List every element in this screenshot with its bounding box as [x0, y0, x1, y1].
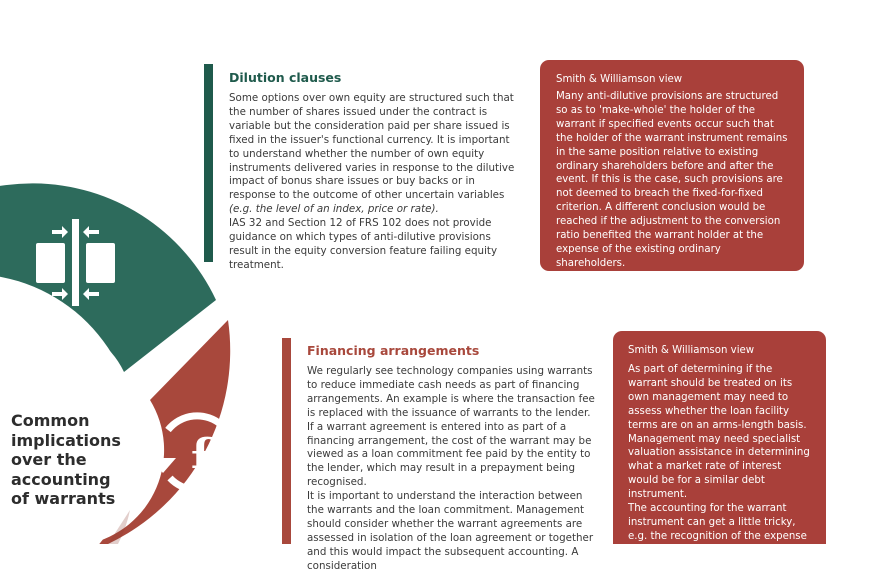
financing-body [307, 365, 597, 574]
hub-title [11, 411, 121, 509]
dilution-paragraph-1: Some options over own equity are structured such that the number of shares issued under the contract is variable but the consideration paid per share issued is fixed in the issuer's functional currency. It is important to understand whether the number of own equity instruments delivered varies in response to the dilutive impact of bonus share issues or buy backs or in response to the outcome of other uncertain variables (e.g. the level of an index, price or rate). [229, 92, 515, 216]
dilution-view-callout [540, 60, 804, 271]
dilution-accent-bar [204, 64, 213, 262]
dilution-title: Dilution clauses [229, 70, 342, 85]
dilution-body [229, 92, 519, 273]
financing-title: Financing arrangements [307, 343, 480, 358]
financing-paragraph-2: It is important to understand the interaction between the warrants and the loan commitment. Management should consider whether the warrant agreements are assessed in isolation of the loan agreement or together and this would impact the subsequent accounting. A consideration [307, 490, 594, 572]
financing-view-paragraph-1: As part of determining if the warrant should be treated on its own management may need to assess whether the loan facility terms are on an arms-length basis. Management may need specialist valuation assistance in determining what a market rate of interest would be for a similar debt instrument. [628, 364, 810, 501]
financing-paragraph-1: We regularly see technology companies using warrants to reduce immediate cash needs as part of financing arrangements. An example is where the transaction fee is replaced with the issuance of warrants to the lender. If a warrant agreement is entered into as part of a financing arrangement, the cost of the warrant may be viewed as a loan commitment fee paid by the entity to the lender, which may result in a prepayment being recognised. [307, 365, 595, 489]
financing-view-callout [613, 331, 826, 570]
financing-accent-bar [282, 338, 291, 544]
dilution-view-title: Smith & Williamson view [556, 74, 683, 85]
dilution-paragraph-2: IAS 32 and Section 12 of FRS 102 does not provide guidance on which types of anti-dilutive provisions result in the equity conversion feature failing equity treatment. [229, 217, 498, 271]
hub-title-line-2: implications [11, 430, 121, 450]
financing-view-paragraph-2: The accounting for the warrant instrument can get a little tricky, e.g. the recognition of the expense relating to the warrant is likely to be [628, 503, 807, 570]
svg-text:£: £ [189, 429, 219, 478]
financing-view-title: Smith & Williamson view [628, 345, 755, 356]
hub-title-line-1: Common [11, 411, 90, 430]
dilution-view-body: Many anti-dilutive provisions are structured so as to 'make-whole' the holder of the warrant if specified events occur such that the holder of the warrant instrument remains in the same position relative to existing ordinary shareholders before and after the event. If this is the case, such provisions are not deemed to breach the fixed-for-fixed criterion. A different conclusion would be reached if the adjustment to the conversion ratio benefited the warrant holder at the expense of the existing ordinary shareholders. [556, 91, 788, 269]
hub-title-line-4: accounting [11, 469, 111, 489]
hub-title-line-3: over the [11, 450, 87, 469]
hub-title-line-5: of warrants [11, 489, 116, 508]
dilution-paragraph-1-italic: (e.g. the level of an index, price or rate). [229, 203, 439, 216]
